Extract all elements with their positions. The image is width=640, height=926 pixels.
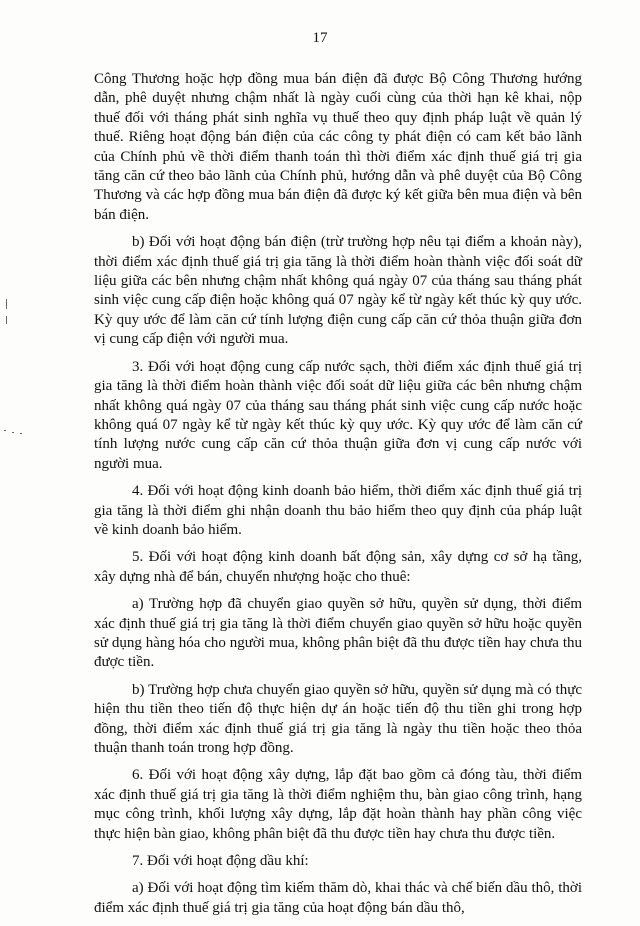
paragraph-4-insurance: 4. Đối với hoạt động kinh doanh bảo hiểm, thời điểm xác định thuế giá trị gia tăng là thời điểm ghi nhận doanh thu bảo hiểm theo quy định của pháp luật về kinh doanh bảo hiểm. bbox=[94, 483, 582, 538]
paragraph-7-oil-gas: 7. Đối với hoạt động dầu khí: bbox=[132, 853, 309, 870]
paragraph-3-clean-water: 3. Đối với hoạt động cung cấp nước sạch, thời điểm xác định thuế giá trị gia tăng là thời điểm hoàn thành việc đối soát dữ liệu giữa các bên nhưng chậm nhất không quá ngày 07 của tháng sau tháng phát sinh việc cung cấp nước hoặc không quá 07 ngày kể từ ngày kết thúc kỳ quy ước. Kỳ quy ước để làm căn cứ tính lượng nước cung cấp căn cứ thỏa thuận giữa đơn vị cung cấp nước với người mua. bbox=[94, 358, 582, 472]
paragraph-6-construction: 6. Đối với hoạt động xây dựng, lắp đặt bao gồm cả đóng tàu, thời điểm xác định thuế giá trị gia tăng là thời điểm nghiệm thu, bàn giao công trình, hạng mục công trình, khối lượng xây dựng, lắp đặt hoàn thành hay phần công việc thực hiện bàn giao, không phân biệt đã thu được tiền hay chưa thu được tiền. bbox=[94, 767, 582, 842]
paragraph-5-real-estate: 5. Đối với hoạt động kinh doanh bất động sản, xây dựng cơ sở hạ tầng, xây dựng nhà để bán, chuyển nhượng hoặc cho thuê: bbox=[94, 549, 582, 585]
scan-mark bbox=[20, 433, 22, 434]
scan-mark bbox=[4, 430, 6, 431]
document-body bbox=[94, 70, 582, 926]
scan-mark bbox=[12, 432, 14, 433]
paragraph-7a-crude-oil: a) Đối với hoạt động tìm kiếm thăm dò, khai thác và chế biến dầu thô, thời điểm xác định thuế giá trị gia tăng của hoạt động bán dầu thô, bbox=[94, 880, 582, 916]
paragraph-continuation: Công Thương hoặc hợp đồng mua bán điện đã được Bộ Công Thương hướng dẫn, phê duyệt nhưng chậm nhất là ngày cuối cùng của thời hạn kê khai, nộp thuế đối với tháng phát sinh nghĩa vụ thuế theo quy định pháp luật về quản lý thuế. Riêng hoạt động bán điện của các công ty phát điện có cam kết bảo lãnh của Chính phủ về thời điểm thanh toán thì thời điểm xác định thuế giá trị gia tăng căn cứ theo bảo lãnh của Chính phủ, hướng dẫn và phê duyệt của Bộ Công Thương và các hợp đồng mua bán điện đã được ký kết giữa bên mua điện và bên bán điện. bbox=[94, 71, 582, 223]
paragraph-2b-electricity: b) Đối với hoạt động bán điện (trừ trường hợp nêu tại điểm a khoản này), thời điểm xác định thuế giá trị gia tăng là thời điểm hoàn thành việc đối soát dữ liệu giữa các bên nhưng chậm nhất không quá ngày 07 của tháng sau tháng phát sinh việc cung cấp điện hoặc không quá 07 ngày kể từ ngày kết thúc kỳ quy ước. Kỳ quy ước để làm căn cứ tính lượng điện cung cấp căn cứ thỏa thuận giữa đơn vị cung cấp điện với người mua. bbox=[94, 234, 582, 348]
page-number: 17 bbox=[312, 30, 328, 46]
paragraph-5b-not-transferred: b) Trường hợp chưa chuyển giao quyền sở hữu, quyền sử dụng mà có thực hiện thu tiền theo tiến độ thực hiện dự án hoặc tiến độ thu tiền ghi trong hợp đồng, thời điểm xác định thuế giá trị gia tăng là ngày thu tiền hoặc theo thỏa thuận thanh toán trong hợp đồng. bbox=[94, 681, 582, 756]
paragraph-5a-transferred: a) Trường hợp đã chuyển giao quyền sở hữu, quyền sử dụng, thời điểm xác định thuế giá trị gia tăng là thời điểm chuyển giao quyền sở hữu hoặc quyền sử dụng hàng hóa cho người mua, không phân biệt đã thu được tiền hay chưa thu được tiền. bbox=[94, 596, 582, 671]
scan-mark bbox=[6, 316, 7, 324]
scan-mark bbox=[6, 299, 7, 309]
